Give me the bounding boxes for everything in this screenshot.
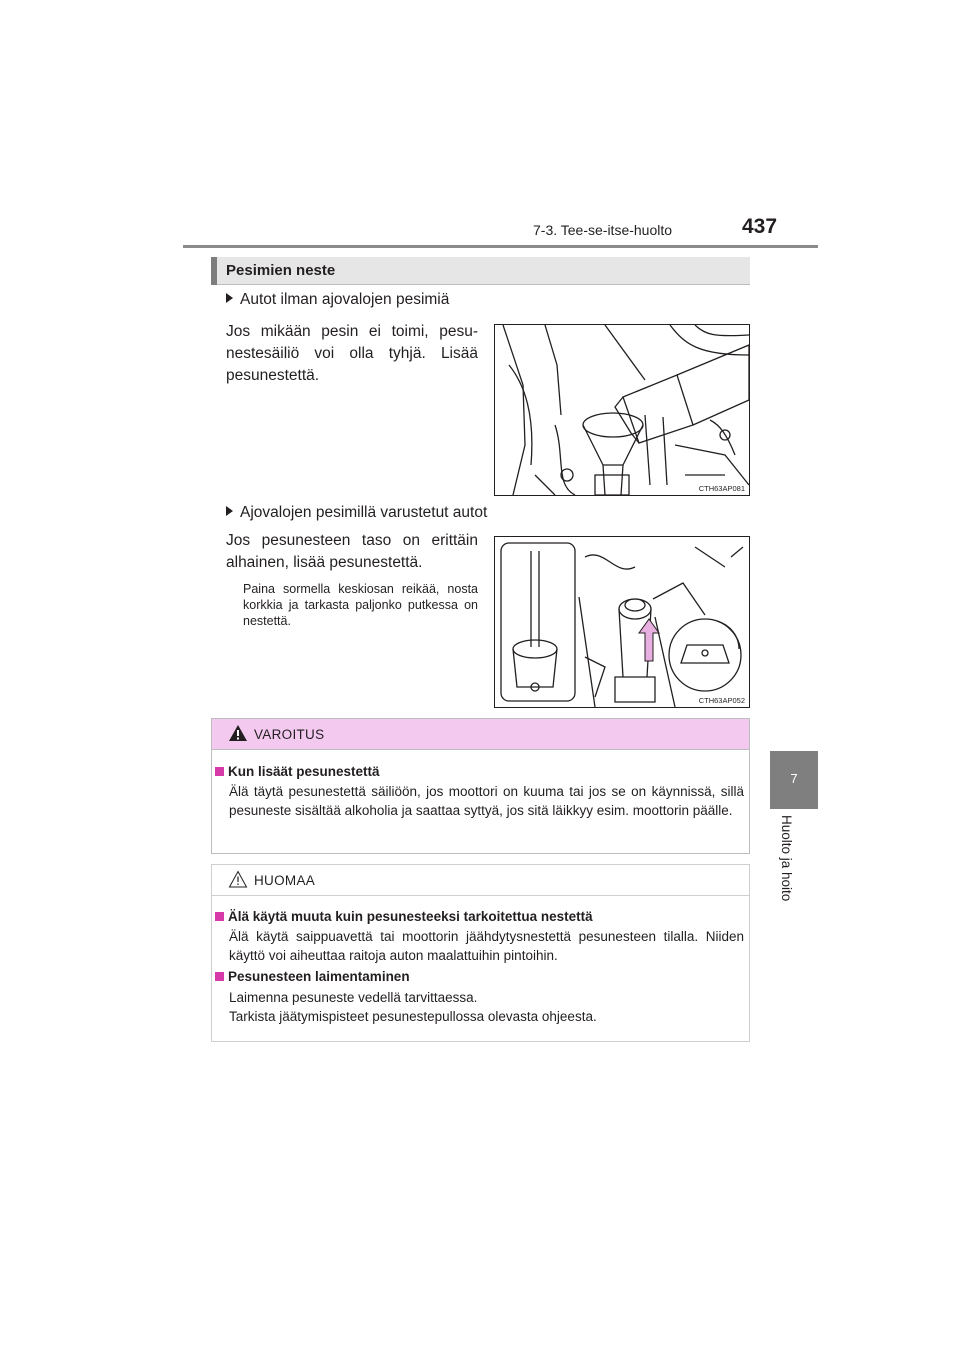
notice-item2-title — [215, 969, 410, 984]
notice-item1-title-text: Älä käytä muuta kuin pesunesteeksi tarkoitettua nestettä — [228, 909, 593, 924]
notice-item2-line2: Tarkista jäätymispisteet pesunestepullossa olevasta ohjeesta. — [229, 1009, 597, 1024]
section-heading-bar — [211, 257, 750, 285]
warning-item-title — [215, 764, 380, 779]
chapter-title: Huolto ja hoito — [779, 815, 794, 902]
case2-heading-text: Ajovalojen pesimillä varustetut autot — [240, 504, 488, 521]
washer-fill-drawing — [495, 325, 749, 495]
notice-item2-line1: Laimenna pesuneste vedellä tarvittaessa. — [229, 990, 478, 1005]
warning-triangle-icon — [228, 724, 248, 742]
case2-heading — [226, 504, 487, 522]
case1-heading — [226, 291, 449, 309]
notice-title: HUOMAA — [254, 873, 316, 888]
page-number: 437 — [742, 215, 778, 238]
chapter-title-vertical — [779, 815, 804, 925]
chapter-number: 7 — [790, 771, 798, 786]
washer-fill-illustration — [494, 324, 750, 496]
case1-heading-text: Autot ilman ajovalojen pesimiä — [240, 291, 450, 308]
notice-item2-title-text: Pesunesteen laimentaminen — [228, 969, 410, 984]
warning-header — [212, 719, 749, 750]
warning-box — [211, 718, 750, 854]
notice-box — [211, 864, 750, 1042]
image-code: CTH63AP052 — [698, 696, 745, 705]
square-bullet-icon — [215, 972, 224, 981]
header-divider — [183, 245, 818, 248]
washer-level-drawing — [495, 537, 749, 707]
case1-text: Jos mikään pesin ei toimi, pesunestesäiliö voi olla tyhjä. Lisää pesunestettä. — [226, 323, 478, 384]
case2-text: Jos pesunesteen taso on erittäin alhainen, lisää pesunestettä. — [226, 532, 478, 571]
washer-level-illustration — [494, 536, 750, 708]
section-title: Pesimien neste — [226, 262, 336, 279]
triangle-bullet-icon — [226, 293, 233, 303]
warning-title: VAROITUS — [254, 727, 325, 742]
image-code: CTH63AP081 — [698, 484, 745, 493]
square-bullet-icon — [215, 767, 224, 776]
square-bullet-icon — [215, 912, 224, 921]
notice-item1-text: Älä käytä saippuavettä tai moottorin jäähdytysnestettä pesunesteen tilalla. Niiden käyttö voi aiheuttaa raitoja auton maalattuihin pintoihin. — [229, 929, 744, 963]
warning-item-title-text: Kun lisäät pesunestettä — [228, 764, 380, 779]
caution-triangle-icon — [228, 870, 248, 888]
notice-header — [212, 865, 749, 896]
warning-item-text: Älä täytä pesunestettä säiliöön, jos moottori on kuuma tai jos se on käynnissä, sillä pesuneste sisältää alkoholia ja saattaa syttyä, jos sitä läikkyy esim. moottorin päälle. — [229, 784, 744, 818]
running-header-section: 7-3. Tee-se-itse-huolto — [533, 222, 673, 238]
notice-item1-title — [215, 909, 593, 924]
triangle-bullet-icon — [226, 506, 233, 516]
chapter-tab — [770, 751, 818, 809]
case2-subtext: Paina sormella keskiosan reikää, nosta korkkia ja tarkasta paljonko putkessa on nestettä. — [243, 582, 478, 628]
